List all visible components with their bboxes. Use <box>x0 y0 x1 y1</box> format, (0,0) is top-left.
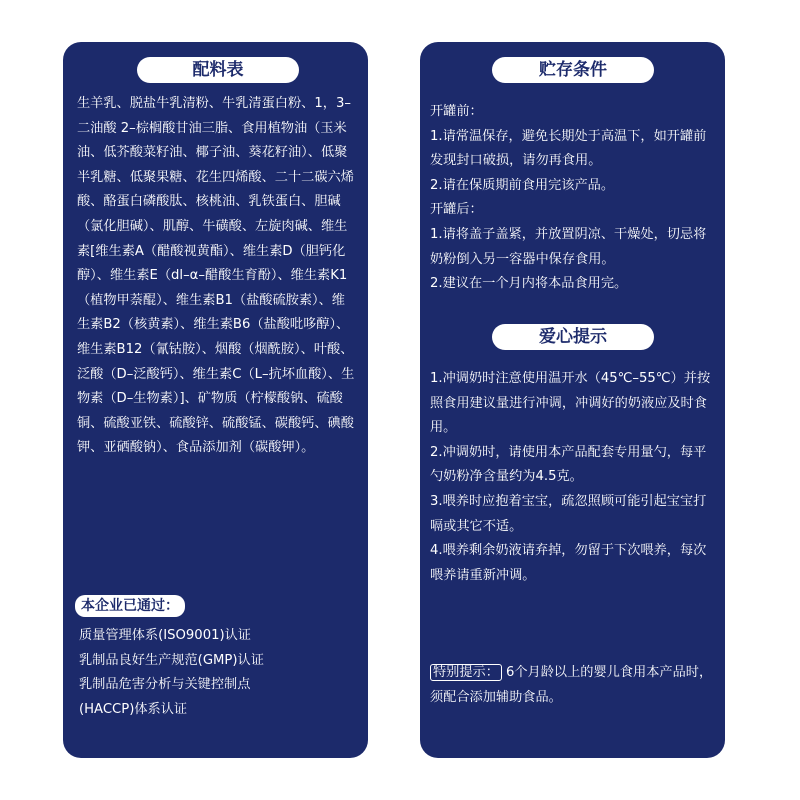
certification-list <box>79 624 264 722</box>
tips-title: 爱心提示 <box>492 324 654 350</box>
tip-item: 1.冲调奶时注意使用温开水（45℃–55℃）并按照食用建议量进行冲调，冲调好的奶液应及时食用。 <box>430 371 711 436</box>
special-note-tag: 特别提示： <box>430 664 502 681</box>
storage-line: 开罐后： <box>430 202 483 218</box>
ingredients-panel <box>63 42 368 758</box>
tip-item: 3.喂养时应抱着宝宝，疏忽照顾可能引起宝宝打嗝或其它不适。 <box>430 493 707 534</box>
storage-line: 1.请将盖子盖紧，并放置阴凉、干燥处，切忌将奶粉倒入另一容器中保存食用。 <box>430 226 707 267</box>
tip-item: 4.喂养剩余奶液请弃掉，勿留于下次喂养，每次喂养请重新冲调。 <box>430 543 707 583</box>
tip-item: 2.冲调奶时，请使用本产品配套专用量勺，每平勺奶粉净含量约为4.5克。 <box>430 444 707 485</box>
ingredients-title: 配料表 <box>137 57 299 83</box>
storage-title: 贮存条件 <box>492 57 654 83</box>
certification-item: (HACCP)体系认证 <box>79 701 188 717</box>
storage-line: 1.请常温保存，避免长期处于高温下，如开罐前发现封口破损，请勿再食用。 <box>430 128 707 169</box>
certification-item: 乳制品良好生产规范(GMP)认证 <box>79 652 264 668</box>
certification-item: 质量管理体系(ISO9001)认证 <box>79 628 251 643</box>
storage-line: 开罐前： <box>430 104 483 119</box>
special-note-text: 6个月龄以上的婴儿食用本产品时，须配合添加辅助食品。 <box>430 665 713 705</box>
storage-line: 2.请在保质期前食用完该产品。 <box>430 177 615 193</box>
storage-panel <box>420 42 725 758</box>
storage-text <box>430 100 718 297</box>
special-note <box>430 660 720 710</box>
ingredients-text: 生羊乳、脱盐牛乳清粉、牛乳清蛋白粉、1，3–二油酸 2–棕榈酸甘油三脂、食用植物油（玉米油、低芥酸菜籽油、椰子油、葵花籽油）、低聚半乳糖、低聚果糖、花生四烯酸、二十二碳六烯酸、酪蛋白磷酸肽、核桃油、乳铁蛋白、胆碱（氯化胆碱）、肌醇、牛磺酸、左旋肉碱、维生素[维生素A（醋酸视黄酯）、维生素D（胆钙化醇）、维生素E（dl–α–醋酸生育酚）、维生素K1（植物甲萘醌）、维生素B1（盐酸硫胺素）、维生素B2（核黄素）、维生素B6（盐酸吡哆醇）、维生素B12（氰钴胺）、烟酸（烟酰胺）、叶酸、泛酸（D–泛酸钙）、维生素C（L–抗坏血酸）、生物素（D–生物素）]、矿物质（柠檬酸钠、硫酸铜、硫酸亚铁、硫酸锌、硫酸锰、碳酸钙、碘酸钾、亚硒酸钠）、食品添加剂（碳酸钾）。 <box>77 96 355 456</box>
tips-text <box>430 367 718 588</box>
certification-item: 乳制品危害分析与关键控制点 <box>79 677 251 692</box>
certification-title: 本企业已通过： <box>75 595 185 617</box>
storage-line: 2.建议在一个月内将本品食用完。 <box>430 276 628 292</box>
